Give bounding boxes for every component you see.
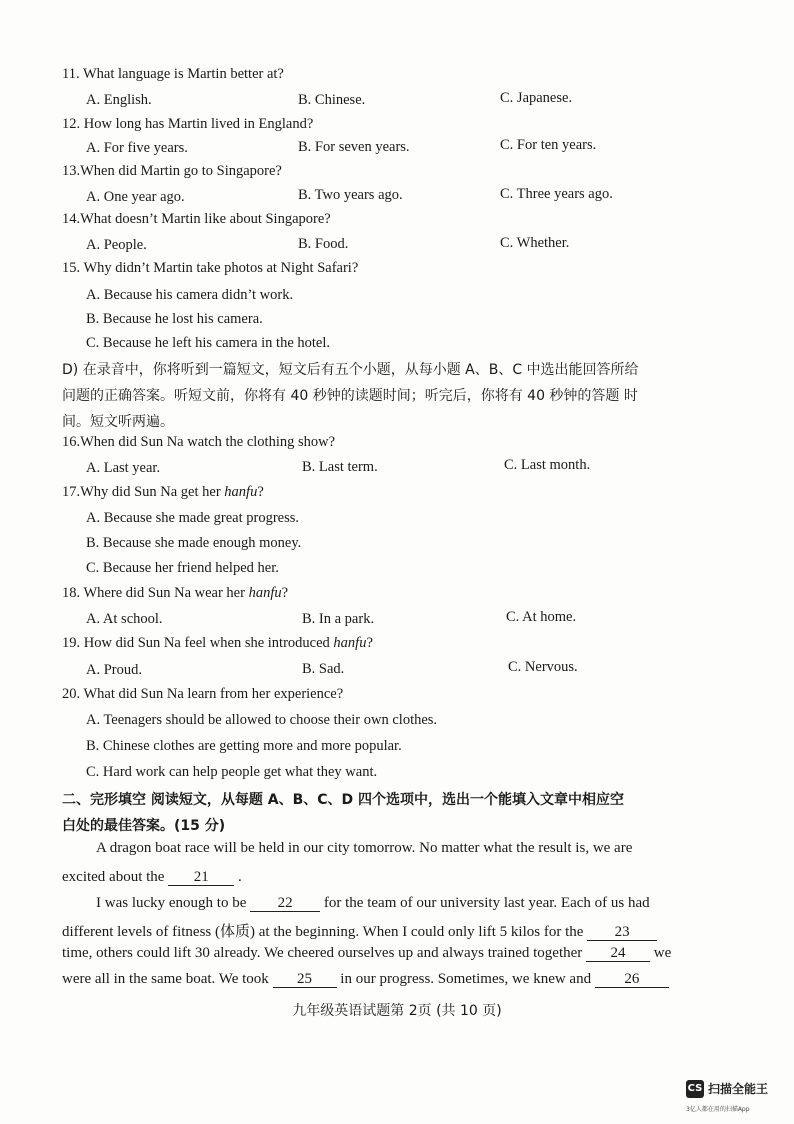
question-11-option-a: A. English. <box>86 92 152 108</box>
blank-23: 23 <box>587 925 657 941</box>
question-16-option-a: A. Last year. <box>86 460 161 476</box>
question-19-option-b: B. Sad. <box>302 661 345 677</box>
passage-line-1: A dragon boat race will be held in our city tomorrow. No matter what the result is, we are <box>96 840 633 856</box>
scanner-app-name: 扫描全能王 <box>708 1082 769 1096</box>
question-12-option-c: C. For ten years. <box>500 137 597 153</box>
question-17-stem: 17.Why did Sun Na get her hanfu? <box>62 484 264 500</box>
question-20-stem: 20. What did Sun Na learn from her experience? <box>62 686 344 702</box>
section-d-instruction-line-3: 间。短文听两遍。 <box>62 414 174 430</box>
question-20-option-c: C. Hard work can help people get what they want. <box>86 764 378 780</box>
blank-22: 22 <box>250 896 320 912</box>
question-17-option-a: A. Because she made great progress. <box>86 510 299 526</box>
passage-line-3: I was lucky enough to be 22 for the team of our university last year. Each of us had <box>96 895 650 911</box>
passage-line-2: excited about the 21 . <box>62 869 242 885</box>
question-12-stem: 12. How long has Martin lived in England? <box>62 116 314 132</box>
question-16-option-b: B. Last term. <box>302 459 378 475</box>
blank-24: 24 <box>586 946 650 962</box>
section-2-heading-line-2: 白处的最佳答案。(15 分) <box>62 818 226 834</box>
question-18-stem: 18. Where did Sun Na wear her hanfu? <box>62 585 289 601</box>
question-15-stem: 15. Why didn’t Martin take photos at Night Safari? <box>62 260 359 276</box>
section-2-heading-line-1: 二、完形填空 阅读短文，从每题 A、B、C、D 四个选项中，选出一个能填入文章中相应空 <box>62 792 625 808</box>
blank-26: 26 <box>595 972 669 988</box>
blank-21: 21 <box>168 870 234 886</box>
question-11-option-b: B. Chinese. <box>298 92 366 108</box>
question-18-option-a: A. At school. <box>86 611 163 627</box>
passage-line-6: were all in the same boat. We took 25 in our progress. Sometimes, we knew and 26 <box>62 971 669 988</box>
question-14-option-b: B. Food. <box>298 236 349 252</box>
question-20-option-b: B. Chinese clothes are getting more and more popular. <box>86 738 402 754</box>
question-13-option-a: A. One year ago. <box>86 189 185 205</box>
question-13-option-c: C. Three years ago. <box>500 186 613 202</box>
question-18-option-c: C. At home. <box>506 609 577 625</box>
question-16-option-c: C. Last month. <box>504 457 591 473</box>
question-12-option-b: B. For seven years. <box>298 139 410 155</box>
question-18-option-b: B. In a park. <box>302 611 375 627</box>
question-15-option-b: B. Because he lost his camera. <box>86 311 263 327</box>
question-14-option-a: A. People. <box>86 237 147 253</box>
question-19-stem: 19. How did Sun Na feel when she introduced hanfu? <box>62 635 373 651</box>
question-19-option-a: A. Proud. <box>86 662 142 678</box>
question-17-option-c: C. Because her friend helped her. <box>86 560 279 576</box>
question-11-stem: 11. What language is Martin better at? <box>62 66 284 82</box>
question-15-option-a: A. Because his camera didn’t work. <box>86 287 294 303</box>
camscanner-logo-icon: CS <box>686 1080 704 1098</box>
question-13-stem: 13.When did Martin go to Singapore? <box>62 163 282 179</box>
question-16-stem: 16.When did Sun Na watch the clothing show? <box>62 434 336 450</box>
page-footer: 九年级英语试题第 2页 (共 10 页) <box>292 1003 502 1019</box>
section-d-instruction-line-1: D) 在录音中，你将听到一篇短文，短文后有五个小题，从每小题 A、B、C 中选出能回答所给 <box>62 362 639 378</box>
question-19-option-c: C. Nervous. <box>508 659 578 675</box>
passage-line-5: time, others could lift 30 already. We cheered ourselves up and always trained together 24 we <box>62 945 672 961</box>
passage-line-4: different levels of fitness (体质) at the beginning. When I could only lift 5 kilos for the 23 <box>62 920 657 941</box>
question-13-option-b: B. Two years ago. <box>298 187 403 203</box>
question-14-stem: 14.What doesn’t Martin like about Singapore? <box>62 211 331 227</box>
blank-25: 25 <box>273 972 337 988</box>
section-d-instruction-line-2: 问题的正确答案。听短文前，你将有 40 秒钟的读题时间；听完后，你将有 40 秒钟的答题 时 <box>62 388 638 404</box>
question-12-option-a: A. For five years. <box>86 140 188 156</box>
question-17-option-b: B. Because she made enough money. <box>86 535 302 551</box>
question-11-option-c: C. Japanese. <box>500 90 573 106</box>
question-14-option-c: C. Whether. <box>500 235 570 251</box>
question-20-option-a: A. Teenagers should be allowed to choose their own clothes. <box>86 712 438 728</box>
scanner-app-tagline: 3亿人都在用的扫描App <box>686 1106 750 1113</box>
question-15-option-c: C. Because he left his camera in the hotel. <box>86 335 330 351</box>
